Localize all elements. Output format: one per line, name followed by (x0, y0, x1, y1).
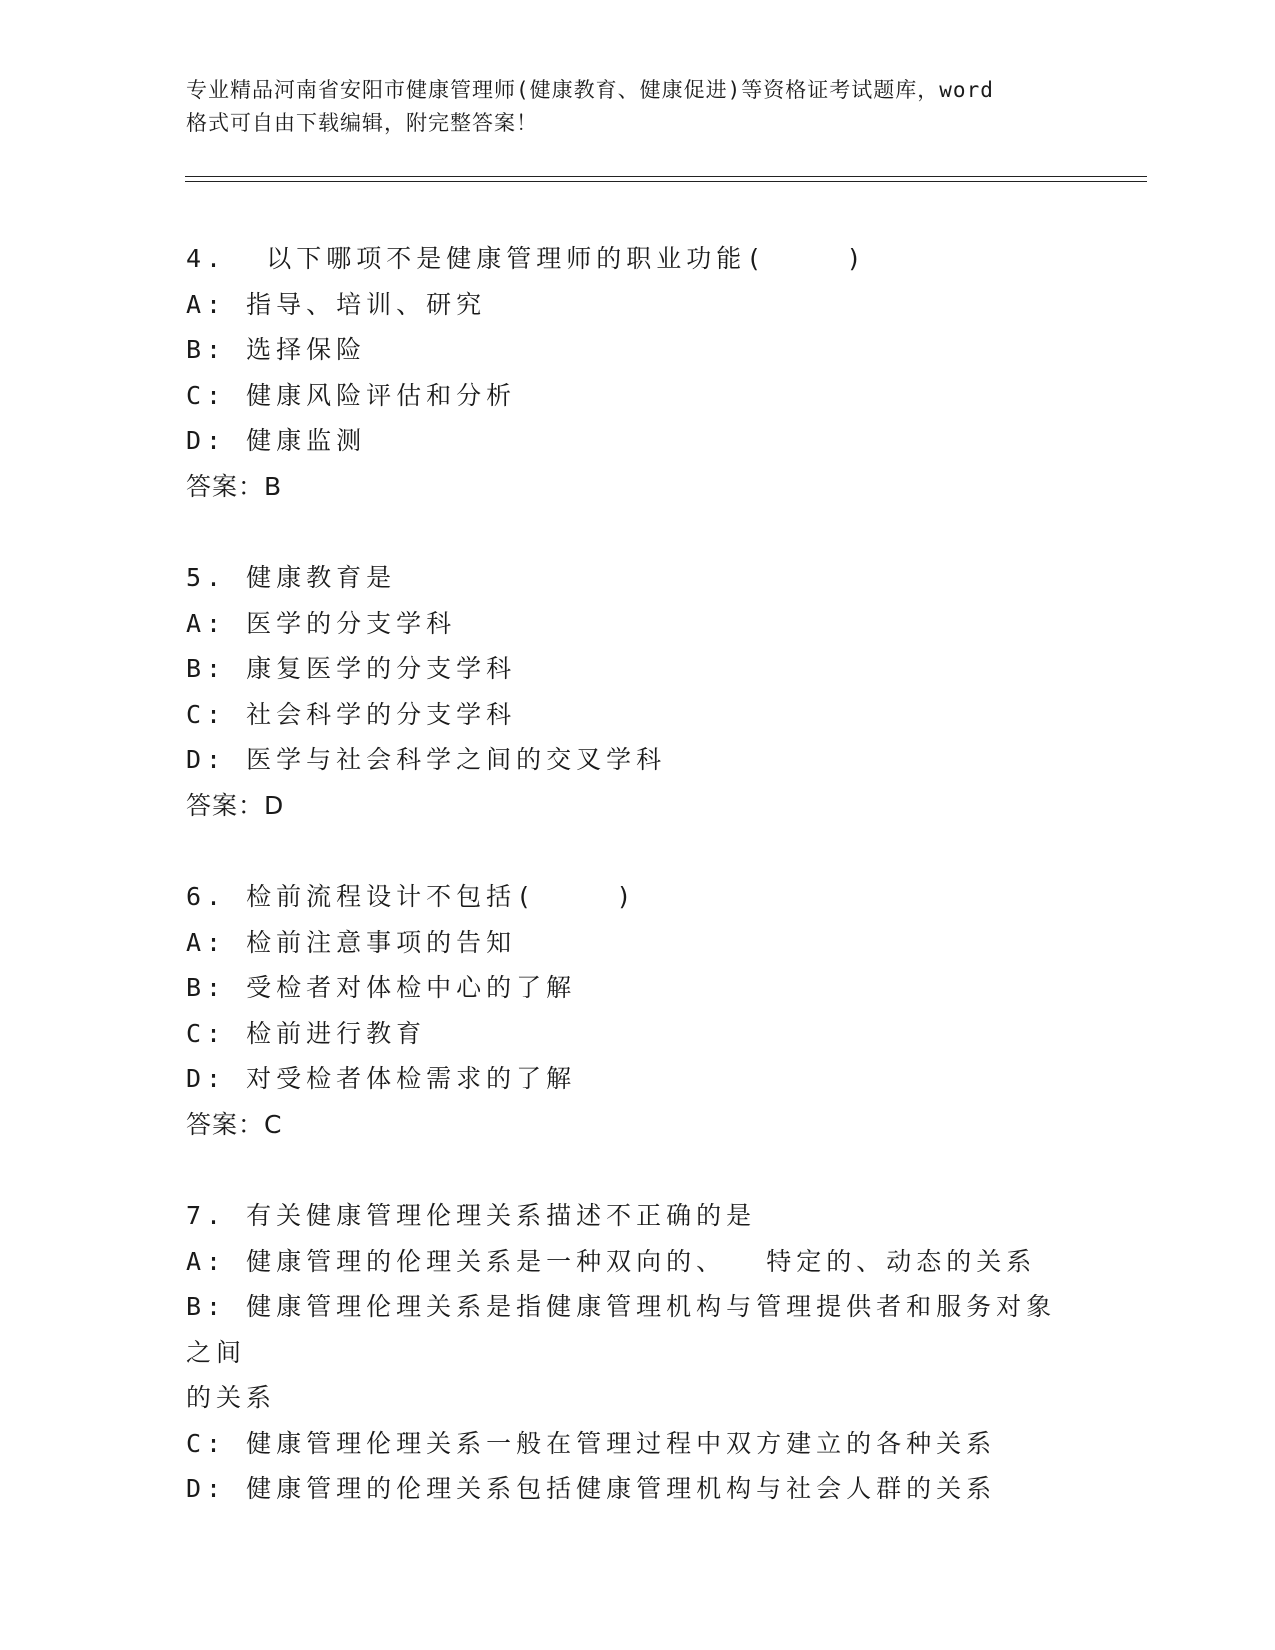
option-a: A: 健康管理的伦理关系是一种双向的、 特定的、动态的关系 (186, 1246, 1037, 1276)
header-line-1: 专业精品河南省安阳市健康管理师(健康教育、健康促进)等资格证考试题库，word (186, 78, 994, 102)
option-b: B: 选择保险 (186, 335, 367, 364)
answer-label: 答案：B (186, 471, 283, 501)
question-stem: 6. 检前流程设计不包括( ) (186, 882, 637, 911)
answer-label: 答案：D (186, 790, 285, 820)
option-b: B: 康复医学的分支学科 (186, 654, 517, 683)
option-d: D: 健康管理的伦理关系包括健康管理机构与社会人群的关系 (186, 1474, 997, 1503)
option-b-continued: 的关系 (186, 1383, 277, 1412)
document-header (186, 74, 1086, 140)
answer-label: 答案：C (186, 1109, 283, 1139)
question-4 (186, 236, 1086, 509)
option-d: D: 健康监测 (186, 426, 367, 455)
question-stem: 5. 健康教育是 (186, 563, 397, 592)
question-5 (186, 555, 1086, 828)
header-divider-bottom (185, 181, 1147, 182)
option-d: D: 对受检者体检需求的了解 (186, 1064, 577, 1093)
option-c: C: 检前进行教育 (186, 1018, 427, 1048)
header-line-2: 格式可自由下载编辑，附完整答案！ (186, 111, 538, 135)
option-b: B: 受检者对体检中心的了解 (186, 973, 577, 1002)
question-7 (186, 1193, 1086, 1512)
question-list (186, 236, 1086, 1558)
header-divider-top (185, 176, 1147, 177)
option-a: A: 检前注意事项的告知 (186, 927, 517, 957)
option-c: C: 健康风险评估和分析 (186, 380, 517, 410)
option-a: A: 医学的分支学科 (186, 608, 457, 638)
option-a: A: 指导、培训、研究 (186, 289, 487, 319)
option-c: C: 健康管理伦理关系一般在管理过程中双方建立的各种关系 (186, 1428, 997, 1458)
option-b: B: 健康管理伦理关系是指健康管理机构与管理提供者和服务对象之间 (186, 1292, 1057, 1367)
option-c: C: 社会科学的分支学科 (186, 699, 517, 729)
question-stem: 4. 以下哪项不是健康管理师的职业功能( ) (186, 244, 867, 273)
question-stem: 7. 有关健康管理伦理关系描述不正确的是 (186, 1201, 757, 1230)
option-d: D: 医学与社会科学之间的交叉学科 (186, 745, 667, 774)
question-6 (186, 874, 1086, 1147)
